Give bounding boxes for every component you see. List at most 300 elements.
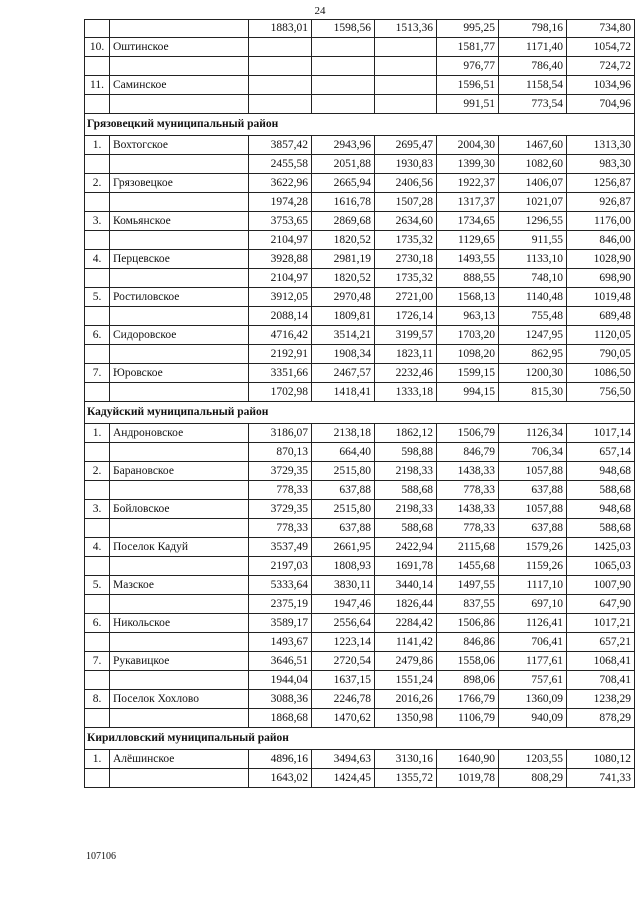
table-cell-value: 3622,96 <box>249 174 312 193</box>
table-cell-value: 1734,65 <box>437 212 499 231</box>
table-cell-value: 1007,90 <box>567 576 635 595</box>
table-cell-value: 1596,51 <box>437 76 499 95</box>
table-row <box>85 136 635 155</box>
table-cell-name: Никольское <box>110 614 249 633</box>
table-cell-value <box>375 76 437 95</box>
table-row <box>85 174 635 193</box>
table-cell-name <box>110 345 249 364</box>
table-row <box>85 364 635 383</box>
table-row <box>85 614 635 633</box>
table-cell-value: 1126,41 <box>499 614 567 633</box>
table-cell-value: 3440,14 <box>375 576 437 595</box>
table-cell-value: 1809,81 <box>312 307 375 326</box>
table-cell-index: 8. <box>85 690 110 709</box>
table-cell-value: 995,25 <box>437 20 499 38</box>
table-cell-index: 7. <box>85 364 110 383</box>
table-cell-name <box>110 57 249 76</box>
table-cell-name: Перцевское <box>110 250 249 269</box>
table-cell-index <box>85 595 110 614</box>
table-cell-value: 1735,32 <box>375 231 437 250</box>
table-cell-index: 4. <box>85 250 110 269</box>
table-cell-value: 3589,17 <box>249 614 312 633</box>
table-cell-name: Андроновское <box>110 424 249 443</box>
table-cell-value: 588,68 <box>375 519 437 538</box>
table-cell-value: 786,40 <box>499 57 567 76</box>
table-cell-value: 2970,48 <box>312 288 375 307</box>
table-cell-value: 2192,91 <box>249 345 312 364</box>
table-row <box>85 288 635 307</box>
table-cell-value: 2455,58 <box>249 155 312 174</box>
table-cell-value: 2515,80 <box>312 500 375 519</box>
table-cell-value: 1399,30 <box>437 155 499 174</box>
table-cell-value: 1820,52 <box>312 269 375 288</box>
table-cell-value: 3186,07 <box>249 424 312 443</box>
table-cell-value: 657,21 <box>567 633 635 652</box>
footer-code: 107106 <box>86 851 116 862</box>
table-cell-index <box>85 709 110 728</box>
table-cell-value: 757,61 <box>499 671 567 690</box>
table-cell-value: 1247,95 <box>499 326 567 345</box>
table-row <box>85 576 635 595</box>
table-cell-value: 1333,18 <box>375 383 437 402</box>
table-cell-value: 1068,41 <box>567 652 635 671</box>
table-cell-name <box>110 519 249 538</box>
table-cell-value: 1438,33 <box>437 462 499 481</box>
table-cell-value: 1317,37 <box>437 193 499 212</box>
table-cell-name <box>110 443 249 462</box>
table-cell-value: 773,54 <box>499 95 567 114</box>
table-cell-value: 1568,13 <box>437 288 499 307</box>
table-cell-value: 948,68 <box>567 462 635 481</box>
table-cell-value: 706,41 <box>499 633 567 652</box>
table-cell-value: 1581,77 <box>437 38 499 57</box>
table-cell-name: Мазское <box>110 576 249 595</box>
table-cell-name: Вохтогское <box>110 136 249 155</box>
table-cell-value: 1922,37 <box>437 174 499 193</box>
table-cell-value: 1133,10 <box>499 250 567 269</box>
table-cell-value: 878,29 <box>567 709 635 728</box>
table-cell-index: 1. <box>85 424 110 443</box>
table-cell-index <box>85 383 110 402</box>
table-row <box>85 269 635 288</box>
table-cell-value: 1141,42 <box>375 633 437 652</box>
table-cell-value: 994,15 <box>437 383 499 402</box>
table-cell-index <box>85 769 110 788</box>
table-cell-value: 1129,65 <box>437 231 499 250</box>
table-row <box>85 690 635 709</box>
table-cell-value: 1691,78 <box>375 557 437 576</box>
table-cell-value: 3857,42 <box>249 136 312 155</box>
table-cell-name: Бойловское <box>110 500 249 519</box>
table-cell-value: 637,88 <box>499 519 567 538</box>
table-cell-value: 991,51 <box>437 95 499 114</box>
table-cell-value: 2197,03 <box>249 557 312 576</box>
table-cell-value: 1313,30 <box>567 136 635 155</box>
table-row <box>85 481 635 500</box>
table-cell-value: 778,33 <box>437 481 499 500</box>
table-cell-value: 1930,83 <box>375 155 437 174</box>
table-cell-value: 647,90 <box>567 595 635 614</box>
table-cell-index <box>85 443 110 462</box>
table-row <box>85 307 635 326</box>
table-row <box>85 538 635 557</box>
table-cell-value: 1355,72 <box>375 769 437 788</box>
table-cell-value: 1820,52 <box>312 231 375 250</box>
table-cell-index: 2. <box>85 174 110 193</box>
table-cell-value: 1017,21 <box>567 614 635 633</box>
table-cell-value: 724,72 <box>567 57 635 76</box>
table-cell-value: 3646,51 <box>249 652 312 671</box>
table-cell-value: 1158,54 <box>499 76 567 95</box>
table-cell-value: 1106,79 <box>437 709 499 728</box>
table-cell-value: 1350,98 <box>375 709 437 728</box>
table-cell-value: 755,48 <box>499 307 567 326</box>
table-cell-value: 2284,42 <box>375 614 437 633</box>
table-cell-value: 1019,78 <box>437 769 499 788</box>
table-row <box>85 250 635 269</box>
table-cell-index <box>85 20 110 38</box>
table-cell-value: 2198,33 <box>375 500 437 519</box>
table-cell-value: 1944,04 <box>249 671 312 690</box>
table-row <box>85 155 635 174</box>
table-cell-value: 1862,12 <box>375 424 437 443</box>
table-cell-value: 778,33 <box>437 519 499 538</box>
table-cell-value: 1065,03 <box>567 557 635 576</box>
table-cell-value <box>312 57 375 76</box>
table-cell-index <box>85 155 110 174</box>
table-cell-value: 2104,97 <box>249 269 312 288</box>
table-cell-value: 1200,30 <box>499 364 567 383</box>
table-cell-value: 2695,47 <box>375 136 437 155</box>
table-cell-name <box>110 769 249 788</box>
table-cell-value: 1425,03 <box>567 538 635 557</box>
table-cell-value: 1826,44 <box>375 595 437 614</box>
table-cell-value: 1140,48 <box>499 288 567 307</box>
table-cell-index <box>85 557 110 576</box>
table-cell-value: 2730,18 <box>375 250 437 269</box>
table-cell-value: 1028,90 <box>567 250 635 269</box>
table-cell-index: 5. <box>85 576 110 595</box>
table-cell-name <box>110 307 249 326</box>
table-cell-value: 963,13 <box>437 307 499 326</box>
table-cell-value: 1406,07 <box>499 174 567 193</box>
table-cell-value: 748,10 <box>499 269 567 288</box>
table-cell-value: 1176,00 <box>567 212 635 231</box>
table-cell-value: 637,88 <box>312 481 375 500</box>
table-cell-name <box>110 383 249 402</box>
table-cell-value: 983,30 <box>567 155 635 174</box>
table-row <box>85 595 635 614</box>
table-row <box>85 462 635 481</box>
table-cell-value: 815,30 <box>499 383 567 402</box>
table-cell-index <box>85 193 110 212</box>
table-cell-value: 870,13 <box>249 443 312 462</box>
table-cell-value: 1057,88 <box>499 462 567 481</box>
table-row <box>85 750 635 769</box>
table-cell-value: 976,77 <box>437 57 499 76</box>
table-cell-value: 1021,07 <box>499 193 567 212</box>
table-row <box>85 671 635 690</box>
table-cell-value: 2981,19 <box>312 250 375 269</box>
table-cell-value <box>375 57 437 76</box>
table-cell-index <box>85 633 110 652</box>
table-cell-index <box>85 57 110 76</box>
table-cell-value: 657,14 <box>567 443 635 462</box>
table-cell-value: 1424,45 <box>312 769 375 788</box>
table-cell-value: 2720,54 <box>312 652 375 671</box>
table-cell-value: 1493,55 <box>437 250 499 269</box>
table-cell-value: 808,29 <box>499 769 567 788</box>
table-cell-value: 3928,88 <box>249 250 312 269</box>
table-cell-value: 1467,60 <box>499 136 567 155</box>
page-number: 24 <box>314 5 326 17</box>
table-cell-value: 2515,80 <box>312 462 375 481</box>
table-cell-value: 790,05 <box>567 345 635 364</box>
table-cell-value: 2138,18 <box>312 424 375 443</box>
table-cell-value: 1640,90 <box>437 750 499 769</box>
table-cell-name: Грязовецкое <box>110 174 249 193</box>
table-cell-name <box>110 595 249 614</box>
table-cell-value: 1126,34 <box>499 424 567 443</box>
table-cell-value: 3753,65 <box>249 212 312 231</box>
table-cell-value: 3912,05 <box>249 288 312 307</box>
section-title: Грязовецкий муниципальный район <box>85 114 635 136</box>
table-cell-value: 926,87 <box>567 193 635 212</box>
table-cell-value: 1579,26 <box>499 538 567 557</box>
table-cell-value: 2406,56 <box>375 174 437 193</box>
table-cell-name <box>110 231 249 250</box>
table-cell-value: 698,90 <box>567 269 635 288</box>
table-cell-value: 846,79 <box>437 443 499 462</box>
table-cell-value: 4716,42 <box>249 326 312 345</box>
table-cell-value: 1098,20 <box>437 345 499 364</box>
section-title: Кирилловский муниципальный район <box>85 728 635 750</box>
table-row <box>85 231 635 250</box>
table-row <box>85 193 635 212</box>
table-cell-value: 1702,98 <box>249 383 312 402</box>
table-cell-value: 862,95 <box>499 345 567 364</box>
table-cell-index: 2. <box>85 462 110 481</box>
table-cell-index: 1. <box>85 136 110 155</box>
table-row <box>85 652 635 671</box>
table-cell-name <box>110 633 249 652</box>
table-cell-value <box>249 76 312 95</box>
table-cell-value: 2115,68 <box>437 538 499 557</box>
table-cell-value: 2556,64 <box>312 614 375 633</box>
table-cell-value: 1506,86 <box>437 614 499 633</box>
table-cell-value: 2422,94 <box>375 538 437 557</box>
table-cell-name: Ростиловское <box>110 288 249 307</box>
table-row <box>85 95 635 114</box>
table-cell-value: 2198,33 <box>375 462 437 481</box>
table-cell-value: 664,40 <box>312 443 375 462</box>
table-cell-value: 1497,55 <box>437 576 499 595</box>
table-cell-value: 1082,60 <box>499 155 567 174</box>
table-cell-name: Поселок Кадуй <box>110 538 249 557</box>
table-cell-value: 689,48 <box>567 307 635 326</box>
table-cell-value: 1177,61 <box>499 652 567 671</box>
table-cell-index <box>85 481 110 500</box>
table-cell-value: 1171,40 <box>499 38 567 57</box>
table-row <box>85 20 635 38</box>
table-cell-value: 1558,06 <box>437 652 499 671</box>
table-cell-name: Оштинское <box>110 38 249 57</box>
table-cell-index <box>85 269 110 288</box>
table-cell-value <box>375 95 437 114</box>
table-cell-index: 7. <box>85 652 110 671</box>
table-cell-value: 1616,78 <box>312 193 375 212</box>
table-cell-value: 846,00 <box>567 231 635 250</box>
section-header-row <box>85 114 635 136</box>
table-cell-value: 3088,36 <box>249 690 312 709</box>
table-cell-value: 1057,88 <box>499 500 567 519</box>
table-cell-value <box>249 57 312 76</box>
table-row <box>85 57 635 76</box>
table-cell-value: 3130,16 <box>375 750 437 769</box>
table-cell-index <box>85 519 110 538</box>
table-cell-name: Барановское <box>110 462 249 481</box>
table-cell-value: 3830,11 <box>312 576 375 595</box>
table-cell-index <box>85 231 110 250</box>
table-cell-value: 1238,29 <box>567 690 635 709</box>
table-row <box>85 709 635 728</box>
table-cell-value: 598,88 <box>375 443 437 462</box>
table-cell-value: 697,10 <box>499 595 567 614</box>
table-cell-value: 778,33 <box>249 481 312 500</box>
table-cell-value: 1808,93 <box>312 557 375 576</box>
table-cell-value: 1766,79 <box>437 690 499 709</box>
table-cell-value <box>249 38 312 57</box>
table-row <box>85 769 635 788</box>
table-cell-value: 3729,35 <box>249 462 312 481</box>
table-cell-value: 1418,41 <box>312 383 375 402</box>
table-cell-name <box>110 671 249 690</box>
table-row <box>85 633 635 652</box>
table-cell-value: 637,88 <box>312 519 375 538</box>
section-header-row <box>85 728 635 750</box>
table-cell-value: 1823,11 <box>375 345 437 364</box>
table-cell-value: 3537,49 <box>249 538 312 557</box>
table-cell-value: 706,34 <box>499 443 567 462</box>
table-cell-value: 3494,63 <box>312 750 375 769</box>
table-cell-name: Юровское <box>110 364 249 383</box>
table-row <box>85 76 635 95</box>
table-cell-value: 734,80 <box>567 20 635 38</box>
table-cell-value <box>312 95 375 114</box>
table-cell-value: 1908,34 <box>312 345 375 364</box>
table-cell-value: 778,33 <box>249 519 312 538</box>
table-cell-value: 846,86 <box>437 633 499 652</box>
table-cell-value: 756,50 <box>567 383 635 402</box>
table-cell-value: 798,16 <box>499 20 567 38</box>
table-row <box>85 38 635 57</box>
table-cell-name <box>110 481 249 500</box>
table-cell-name: Саминское <box>110 76 249 95</box>
table-cell-value: 2016,26 <box>375 690 437 709</box>
table-cell-value: 2665,94 <box>312 174 375 193</box>
table-cell-value: 4896,16 <box>249 750 312 769</box>
table-cell-value: 1735,32 <box>375 269 437 288</box>
table-cell-value: 588,68 <box>375 481 437 500</box>
table-cell-value: 3514,21 <box>312 326 375 345</box>
table-cell-name <box>110 20 249 38</box>
table-cell-name <box>110 193 249 212</box>
table-cell-index: 6. <box>85 614 110 633</box>
table-cell-value: 2479,86 <box>375 652 437 671</box>
table-cell-value: 637,88 <box>499 481 567 500</box>
table-cell-value <box>312 76 375 95</box>
table-cell-value: 2088,14 <box>249 307 312 326</box>
table-cell-value: 1223,14 <box>312 633 375 652</box>
table-row <box>85 424 635 443</box>
table-cell-value: 2634,60 <box>375 212 437 231</box>
table-cell-index: 1. <box>85 750 110 769</box>
table-cell-value: 1974,28 <box>249 193 312 212</box>
table-cell-value <box>312 38 375 57</box>
table-cell-value: 3351,66 <box>249 364 312 383</box>
table-cell-value: 1703,20 <box>437 326 499 345</box>
table-cell-value: 1947,46 <box>312 595 375 614</box>
table-cell-value: 1159,26 <box>499 557 567 576</box>
table-cell-value: 2661,95 <box>312 538 375 557</box>
table-cell-value: 2467,57 <box>312 364 375 383</box>
table-cell-value: 2869,68 <box>312 212 375 231</box>
table-cell-value: 1643,02 <box>249 769 312 788</box>
table-cell-index: 11. <box>85 76 110 95</box>
table-cell-value: 940,09 <box>499 709 567 728</box>
table-cell-index <box>85 307 110 326</box>
table-cell-value: 1599,15 <box>437 364 499 383</box>
section-title: Кадуйский муниципальный район <box>85 402 635 424</box>
table-cell-value: 1455,68 <box>437 557 499 576</box>
table-cell-value: 898,06 <box>437 671 499 690</box>
table-cell-index <box>85 95 110 114</box>
table-cell-value: 741,33 <box>567 769 635 788</box>
table-cell-name: Сидоровское <box>110 326 249 345</box>
table-cell-name: Алёшинское <box>110 750 249 769</box>
table-cell-value: 1470,62 <box>312 709 375 728</box>
table-cell-value: 1507,28 <box>375 193 437 212</box>
table-cell-value: 2051,88 <box>312 155 375 174</box>
table-cell-value: 3199,57 <box>375 326 437 345</box>
table-cell-name <box>110 709 249 728</box>
table-cell-name <box>110 269 249 288</box>
table-cell-value: 708,41 <box>567 671 635 690</box>
table-cell-value: 837,55 <box>437 595 499 614</box>
table-cell-index <box>85 671 110 690</box>
table-cell-value: 588,68 <box>567 519 635 538</box>
table-cell-index: 10. <box>85 38 110 57</box>
table-cell-value: 1513,36 <box>375 20 437 38</box>
table-cell-value: 1120,05 <box>567 326 635 345</box>
section-header-row <box>85 402 635 424</box>
table-cell-value: 948,68 <box>567 500 635 519</box>
table-cell-value: 1054,72 <box>567 38 635 57</box>
table-cell-value: 1296,55 <box>499 212 567 231</box>
table-cell-name: Рукавицкое <box>110 652 249 671</box>
table-cell-index: 4. <box>85 538 110 557</box>
table-row <box>85 557 635 576</box>
table-cell-value: 2375,19 <box>249 595 312 614</box>
tariff-table <box>84 19 635 788</box>
table-cell-value <box>249 95 312 114</box>
table-cell-index: 6. <box>85 326 110 345</box>
table-row <box>85 443 635 462</box>
table-cell-index: 5. <box>85 288 110 307</box>
table-row <box>85 326 635 345</box>
table-cell-value: 1203,55 <box>499 750 567 769</box>
table-cell-name <box>110 155 249 174</box>
